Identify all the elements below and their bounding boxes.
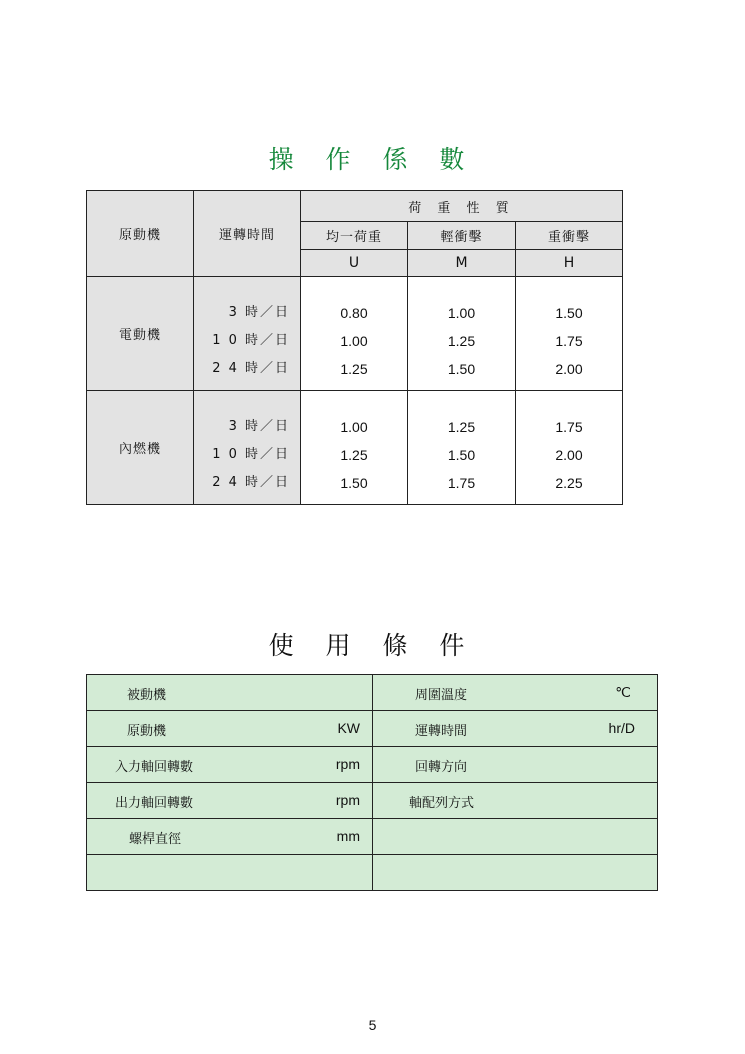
time-value: 3 時／日 — [228, 418, 290, 434]
u-cell — [301, 277, 408, 391]
ambient-temperature-field[interactable] — [373, 675, 658, 711]
time-value: 1 0 時／日 — [212, 332, 290, 348]
header-heavy-shock: 重衝擊 — [516, 222, 623, 250]
page-number: 5 — [368, 1017, 377, 1033]
prime-mover-field[interactable] — [87, 711, 373, 747]
operating-time-field[interactable] — [373, 711, 658, 747]
field-unit: hr/D — [608, 720, 635, 736]
field-label: 運轉時間 — [415, 724, 468, 739]
operating-coefficient-table — [86, 190, 623, 505]
time-cell — [194, 277, 301, 391]
form-row — [87, 675, 658, 711]
field-label: 出力軸回轉數 — [115, 796, 194, 811]
coef-value: 1.50 — [447, 446, 476, 463]
field-unit: rpm — [335, 756, 360, 772]
header-prime-mover: 原動機 — [87, 191, 194, 277]
header-uniform-load: 均一荷重 — [301, 222, 408, 250]
h-cell — [516, 391, 623, 505]
input-shaft-speed-field[interactable] — [87, 747, 373, 783]
coef-value: 1.75 — [447, 474, 476, 491]
coef-value: 2.25 — [555, 474, 583, 491]
output-shaft-speed-field[interactable] — [87, 783, 373, 819]
screw-diameter-field[interactable] — [87, 819, 373, 855]
blank-field[interactable] — [373, 819, 658, 855]
m-cell — [408, 391, 516, 505]
form-row — [87, 711, 658, 747]
shaft-arrangement-field[interactable] — [373, 783, 658, 819]
m-cell — [408, 277, 516, 391]
field-label: 回轉方向 — [415, 760, 468, 775]
coef-value: 1.50 — [555, 304, 583, 321]
coef-value: 1.00 — [340, 332, 368, 349]
blank-field[interactable] — [87, 855, 373, 891]
field-label: 軸配列方式 — [409, 796, 475, 811]
coef-value: 2.00 — [555, 360, 583, 377]
h-cell — [516, 277, 623, 391]
prime-mover-combustion: 內燃機 — [87, 391, 194, 505]
usage-conditions-title: 使 用 條 件 — [268, 631, 477, 660]
field-label: 螺桿直徑 — [129, 832, 182, 847]
header-load-nature: 荷 重 性 質 — [301, 191, 623, 222]
coef-value: 1.75 — [555, 418, 583, 435]
time-value: 1 0 時／日 — [212, 446, 290, 462]
form-row — [87, 819, 658, 855]
time-cell — [194, 391, 301, 505]
blank-field[interactable] — [373, 855, 658, 891]
prime-mover-electric: 電動機 — [87, 277, 194, 391]
header-h: H — [516, 250, 623, 277]
field-label: 入力軸回轉數 — [115, 760, 194, 775]
coef-value: 1.00 — [447, 304, 476, 321]
field-label: 被動機 — [127, 688, 167, 703]
operating-coefficient-title: 操 作 係 數 — [268, 145, 477, 174]
field-label: 周圍溫度 — [415, 688, 468, 703]
coef-value: 1.25 — [340, 446, 368, 463]
field-unit: ℃ — [615, 684, 631, 700]
form-row — [87, 747, 658, 783]
field-unit: mm — [336, 828, 360, 844]
header-operating-time: 運轉時間 — [194, 191, 301, 277]
field-unit: rpm — [335, 792, 360, 808]
time-value: 2 4 時／日 — [212, 474, 290, 490]
header-light-shock: 輕衝擊 — [408, 222, 516, 250]
table-row — [87, 277, 623, 391]
coef-value: 0.80 — [340, 304, 368, 321]
u-cell — [301, 391, 408, 505]
header-u: U — [301, 250, 408, 277]
coef-value: 1.75 — [555, 332, 583, 349]
time-value: 2 4 時／日 — [212, 360, 290, 376]
rotation-direction-field[interactable] — [373, 747, 658, 783]
form-row — [87, 783, 658, 819]
coef-value: 1.50 — [340, 474, 368, 491]
usage-conditions-form — [86, 674, 658, 891]
driven-machine-field[interactable] — [87, 675, 373, 711]
coef-value: 1.00 — [340, 418, 368, 435]
coef-value: 1.25 — [340, 360, 368, 377]
header-m: M — [408, 250, 516, 277]
time-value: 3 時／日 — [228, 304, 290, 320]
coef-value: 1.25 — [447, 418, 476, 435]
field-unit: KW — [337, 720, 360, 736]
coef-value: 1.25 — [447, 332, 476, 349]
coef-value: 1.50 — [447, 360, 476, 377]
coef-value: 2.00 — [555, 446, 583, 463]
field-label: 原動機 — [127, 724, 167, 739]
form-row — [87, 855, 658, 891]
table-row — [87, 391, 623, 505]
